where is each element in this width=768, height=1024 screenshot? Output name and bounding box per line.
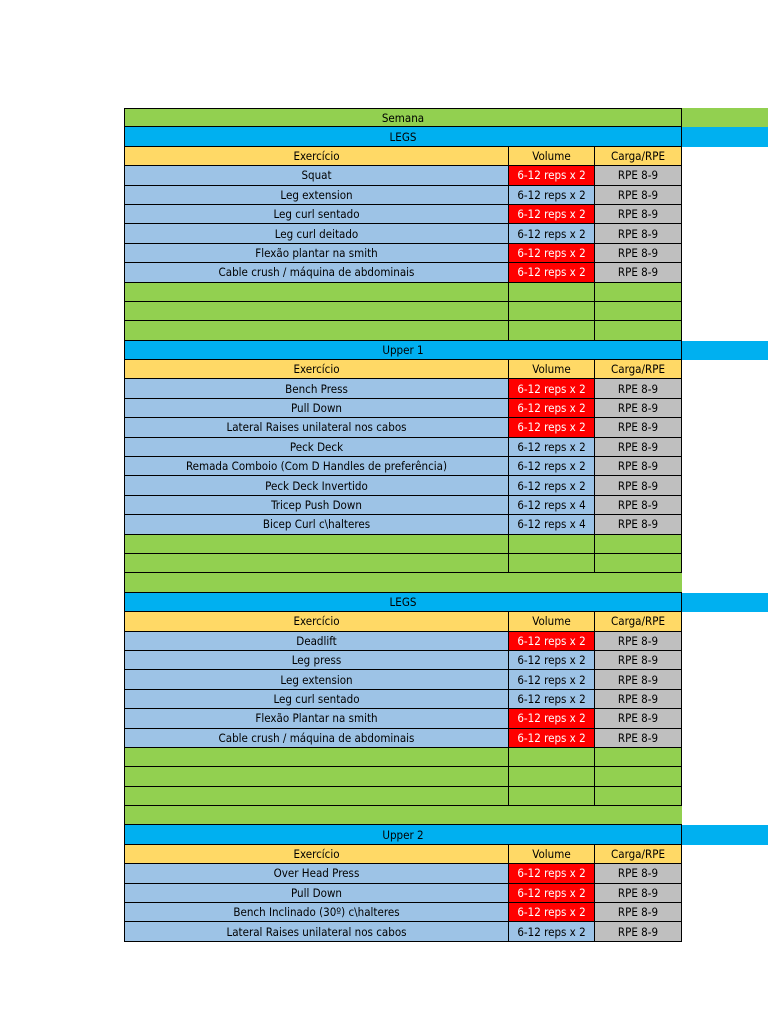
load-cell[interactable]: RPE 8-9 xyxy=(595,670,682,689)
column-header-load[interactable]: Carga/RPE xyxy=(595,612,682,631)
load-cell[interactable]: RPE 8-9 xyxy=(595,399,682,418)
empty-row xyxy=(124,321,682,340)
empty-volume-cell[interactable] xyxy=(509,554,595,573)
load-cell[interactable]: RPE 8-9 xyxy=(595,632,682,651)
exercise-row xyxy=(124,263,682,282)
section-row-overflow xyxy=(682,593,768,612)
load-cell[interactable]: RPE 8-9 xyxy=(595,418,682,437)
volume-cell[interactable]: 6-12 reps x 2 xyxy=(509,418,595,437)
exercise-row xyxy=(124,632,682,651)
exercise-name-cell[interactable]: Squat xyxy=(124,166,509,185)
section-header-row xyxy=(124,593,682,612)
load-cell[interactable]: RPE 8-9 xyxy=(595,263,682,282)
volume-cell[interactable]: 6-12 reps x 2 xyxy=(509,690,595,709)
section-header-row xyxy=(124,127,682,146)
volume-cell[interactable]: 6-12 reps x 2 xyxy=(509,205,595,224)
volume-cell[interactable]: 6-12 reps x 2 xyxy=(509,379,595,398)
exercise-name-cell[interactable]: Leg curl deitado xyxy=(124,224,509,243)
load-cell[interactable]: RPE 8-9 xyxy=(595,884,682,903)
empty-exercise-cell[interactable] xyxy=(124,554,509,573)
empty-row xyxy=(124,283,682,302)
section-row-overflow xyxy=(682,127,768,146)
exercise-name-cell[interactable]: Pull Down xyxy=(124,884,509,903)
exercise-row xyxy=(124,476,682,495)
exercise-name-cell[interactable]: Peck Deck xyxy=(124,438,509,457)
sheet-title[interactable]: Semana xyxy=(124,108,682,127)
volume-cell[interactable]: 6-12 reps x 2 xyxy=(509,922,595,941)
exercise-name-cell[interactable]: Flexão plantar na smith xyxy=(124,244,509,263)
column-header-load[interactable]: Carga/RPE xyxy=(595,845,682,864)
exercise-name-cell[interactable]: Bench Press xyxy=(124,379,509,398)
workout-sheet xyxy=(124,108,682,942)
empty-row xyxy=(124,767,682,786)
spacer-row xyxy=(124,806,682,825)
exercise-row xyxy=(124,438,682,457)
column-header-volume[interactable]: Volume xyxy=(509,360,595,379)
load-cell[interactable]: RPE 8-9 xyxy=(595,166,682,185)
empty-load-cell[interactable] xyxy=(595,302,682,321)
exercise-name-cell[interactable]: Leg curl sentado xyxy=(124,205,509,224)
exercise-row xyxy=(124,399,682,418)
spacer-cell[interactable] xyxy=(124,806,682,825)
exercise-name-cell[interactable]: Peck Deck Invertido xyxy=(124,476,509,495)
section-header-row xyxy=(124,341,682,360)
load-cell[interactable]: RPE 8-9 xyxy=(595,922,682,941)
section-title[interactable]: Upper 1 xyxy=(124,341,682,360)
column-header-volume[interactable]: Volume xyxy=(509,147,595,166)
exercise-name-cell[interactable]: Bench Inclinado (30º) c\halteres xyxy=(124,903,509,922)
empty-exercise-cell[interactable] xyxy=(124,535,509,554)
load-cell[interactable]: RPE 8-9 xyxy=(595,186,682,205)
exercise-row xyxy=(124,903,682,922)
volume-cell[interactable]: 6-12 reps x 2 xyxy=(509,224,595,243)
empty-load-cell[interactable] xyxy=(595,748,682,767)
empty-exercise-cell[interactable] xyxy=(124,748,509,767)
empty-volume-cell[interactable] xyxy=(509,748,595,767)
load-cell[interactable]: RPE 8-9 xyxy=(595,864,682,883)
empty-exercise-cell[interactable] xyxy=(124,321,509,340)
exercise-row xyxy=(124,884,682,903)
volume-cell[interactable]: 6-12 reps x 2 xyxy=(509,884,595,903)
exercise-name-cell[interactable]: Leg extension xyxy=(124,186,509,205)
exercise-row xyxy=(124,457,682,476)
empty-exercise-cell[interactable] xyxy=(124,767,509,786)
section-row-overflow xyxy=(682,825,768,844)
column-header-volume[interactable]: Volume xyxy=(509,845,595,864)
volume-cell[interactable]: 6-12 reps x 2 xyxy=(509,903,595,922)
empty-row xyxy=(124,748,682,767)
column-header-row xyxy=(124,147,682,166)
load-cell[interactable]: RPE 8-9 xyxy=(595,903,682,922)
exercise-row xyxy=(124,690,682,709)
exercise-row xyxy=(124,496,682,515)
exercise-row xyxy=(124,186,682,205)
empty-volume-cell[interactable] xyxy=(509,535,595,554)
empty-row xyxy=(124,535,682,554)
volume-cell[interactable]: 6-12 reps x 2 xyxy=(509,709,595,728)
load-cell[interactable]: RPE 8-9 xyxy=(595,244,682,263)
load-cell[interactable]: RPE 8-9 xyxy=(595,651,682,670)
load-cell[interactable]: RPE 8-9 xyxy=(595,457,682,476)
load-cell[interactable]: RPE 8-9 xyxy=(595,496,682,515)
exercise-name-cell[interactable]: Cable crush / máquina de abdominais xyxy=(124,263,509,282)
volume-cell[interactable]: 6-12 reps x 2 xyxy=(509,632,595,651)
exercise-name-cell[interactable]: Cable crush / máquina de abdominais xyxy=(124,729,509,748)
empty-load-cell[interactable] xyxy=(595,535,682,554)
column-header-exercise[interactable]: Exercício xyxy=(124,612,509,631)
empty-load-cell[interactable] xyxy=(595,787,682,806)
volume-cell[interactable]: 6-12 reps x 2 xyxy=(509,476,595,495)
column-header-row xyxy=(124,360,682,379)
exercise-name-cell[interactable]: Remada Comboio (Com D Handles de preferência) xyxy=(124,457,509,476)
empty-load-cell[interactable] xyxy=(595,283,682,302)
load-cell[interactable]: RPE 8-9 xyxy=(595,729,682,748)
exercise-row xyxy=(124,224,682,243)
load-cell[interactable]: RPE 8-9 xyxy=(595,709,682,728)
volume-cell[interactable]: 6-12 reps x 2 xyxy=(509,186,595,205)
empty-row xyxy=(124,787,682,806)
volume-cell[interactable]: 6-12 reps x 2 xyxy=(509,670,595,689)
column-header-load[interactable]: Carga/RPE xyxy=(595,147,682,166)
title-row-overflow xyxy=(682,108,768,127)
volume-cell[interactable]: 6-12 reps x 2 xyxy=(509,438,595,457)
column-header-exercise[interactable]: Exercício xyxy=(124,147,509,166)
load-cell[interactable]: RPE 8-9 xyxy=(595,224,682,243)
exercise-name-cell[interactable]: Leg extension xyxy=(124,670,509,689)
empty-exercise-cell[interactable] xyxy=(124,787,509,806)
spacer-row xyxy=(124,573,682,592)
volume-cell[interactable]: 6-12 reps x 2 xyxy=(509,457,595,476)
title-row xyxy=(124,108,682,127)
exercise-row xyxy=(124,515,682,534)
empty-row xyxy=(124,554,682,573)
exercise-name-cell[interactable]: Lateral Raises unilateral nos cabos xyxy=(124,418,509,437)
empty-volume-cell[interactable] xyxy=(509,283,595,302)
volume-cell[interactable]: 6-12 reps x 4 xyxy=(509,515,595,534)
volume-cell[interactable]: 6-12 reps x 2 xyxy=(509,864,595,883)
empty-row xyxy=(124,302,682,321)
empty-exercise-cell[interactable] xyxy=(124,283,509,302)
exercise-name-cell[interactable]: Deadlift xyxy=(124,632,509,651)
volume-cell[interactable]: 6-12 reps x 2 xyxy=(509,399,595,418)
exercise-row xyxy=(124,651,682,670)
load-cell[interactable]: RPE 8-9 xyxy=(595,379,682,398)
exercise-name-cell[interactable]: Leg curl sentado xyxy=(124,690,509,709)
column-header-load[interactable]: Carga/RPE xyxy=(595,360,682,379)
volume-cell[interactable]: 6-12 reps x 2 xyxy=(509,166,595,185)
exercise-name-cell[interactable]: Leg press xyxy=(124,651,509,670)
exercise-name-cell[interactable]: Flexão Plantar na smith xyxy=(124,709,509,728)
spacer-cell[interactable] xyxy=(124,573,682,592)
exercise-row xyxy=(124,379,682,398)
exercise-row xyxy=(124,709,682,728)
column-header-volume[interactable]: Volume xyxy=(509,612,595,631)
exercise-row xyxy=(124,244,682,263)
empty-volume-cell[interactable] xyxy=(509,787,595,806)
section-title[interactable]: LEGS xyxy=(124,593,682,612)
load-cell[interactable]: RPE 8-9 xyxy=(595,515,682,534)
load-cell[interactable]: RPE 8-9 xyxy=(595,205,682,224)
empty-load-cell[interactable] xyxy=(595,767,682,786)
section-title[interactable]: Upper 2 xyxy=(124,825,682,844)
section-header-row xyxy=(124,825,682,844)
load-cell[interactable]: RPE 8-9 xyxy=(595,476,682,495)
column-header-row xyxy=(124,612,682,631)
empty-volume-cell[interactable] xyxy=(509,302,595,321)
volume-cell[interactable]: 6-12 reps x 2 xyxy=(509,244,595,263)
load-cell[interactable]: RPE 8-9 xyxy=(595,438,682,457)
volume-cell[interactable]: 6-12 reps x 4 xyxy=(509,496,595,515)
exercise-name-cell[interactable]: Lateral Raises unilateral nos cabos xyxy=(124,922,509,941)
exercise-name-cell[interactable]: Tricep Push Down xyxy=(124,496,509,515)
exercise-row xyxy=(124,166,682,185)
volume-cell[interactable]: 6-12 reps x 2 xyxy=(509,729,595,748)
column-header-exercise[interactable]: Exercício xyxy=(124,360,509,379)
exercise-row xyxy=(124,418,682,437)
section-row-overflow xyxy=(682,341,768,360)
column-header-exercise[interactable]: Exercício xyxy=(124,845,509,864)
empty-volume-cell[interactable] xyxy=(509,767,595,786)
exercise-name-cell[interactable]: Pull Down xyxy=(124,399,509,418)
empty-volume-cell[interactable] xyxy=(509,321,595,340)
empty-load-cell[interactable] xyxy=(595,321,682,340)
exercise-row xyxy=(124,670,682,689)
exercise-row xyxy=(124,922,682,941)
exercise-row xyxy=(124,864,682,883)
empty-exercise-cell[interactable] xyxy=(124,302,509,321)
empty-load-cell[interactable] xyxy=(595,554,682,573)
exercise-row xyxy=(124,729,682,748)
exercise-name-cell[interactable]: Bicep Curl c\halteres xyxy=(124,515,509,534)
exercise-name-cell[interactable]: Over Head Press xyxy=(124,864,509,883)
column-header-row xyxy=(124,845,682,864)
section-title[interactable]: LEGS xyxy=(124,127,682,146)
volume-cell[interactable]: 6-12 reps x 2 xyxy=(509,263,595,282)
volume-cell[interactable]: 6-12 reps x 2 xyxy=(509,651,595,670)
load-cell[interactable]: RPE 8-9 xyxy=(595,690,682,709)
exercise-row xyxy=(124,205,682,224)
